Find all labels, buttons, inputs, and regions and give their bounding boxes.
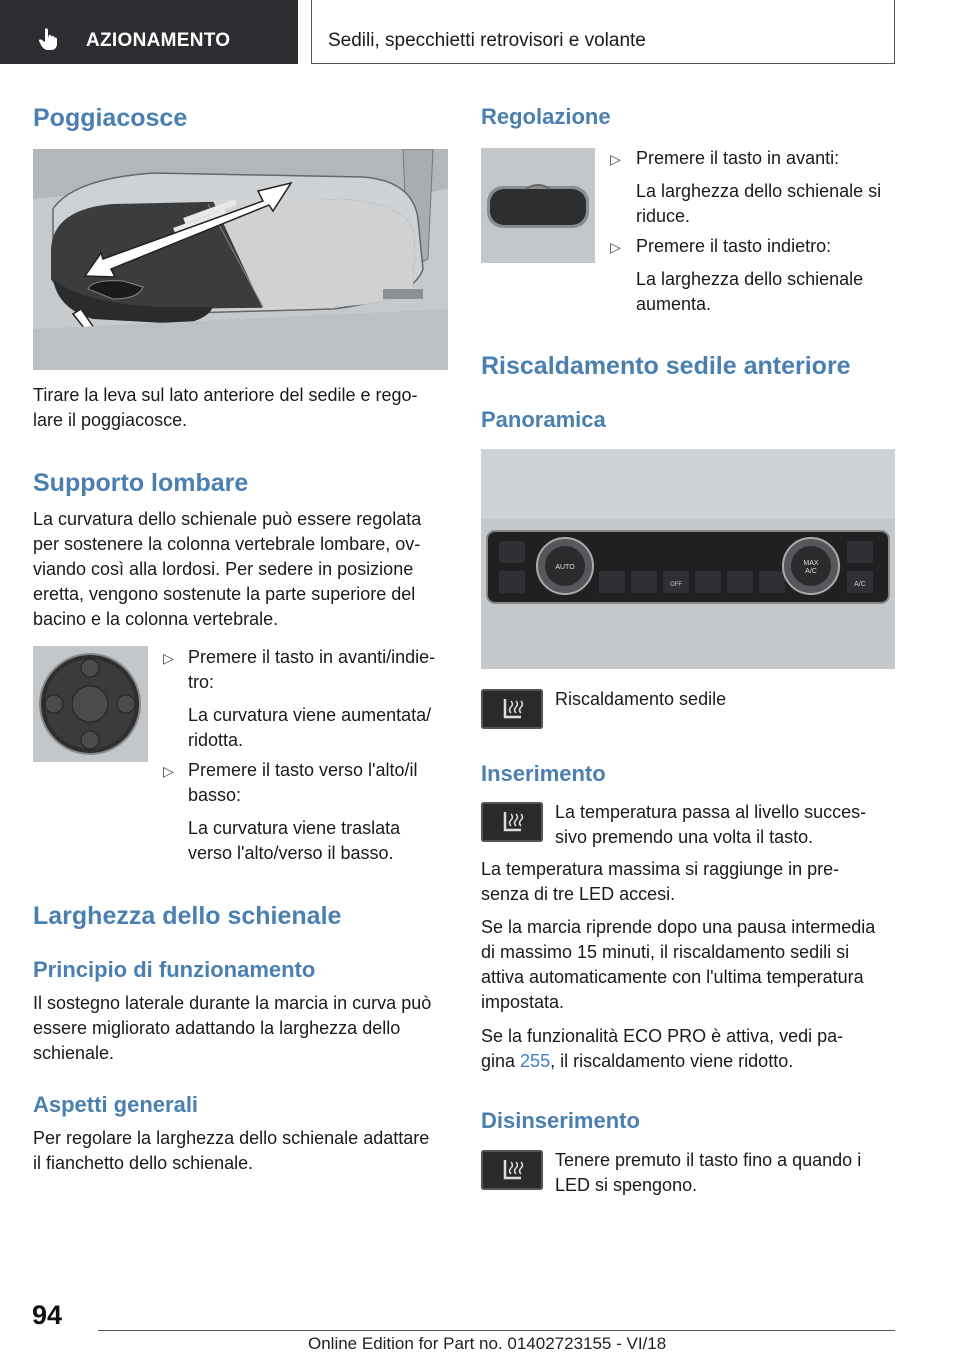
lombare-text — [33, 507, 453, 632]
text-line: La curvatura dello schienale può essere regolata — [33, 509, 422, 529]
inserimento-max-text — [481, 857, 901, 907]
text-fragment: gina — [481, 1051, 521, 1071]
auto-label: AUTO — [555, 564, 575, 571]
text-line: basso: — [188, 785, 242, 805]
section-title: AZIONAMENTO — [86, 30, 231, 51]
text-line: bacino e la colonna vertebrale. — [33, 609, 279, 629]
poggiacosce-text — [33, 383, 453, 433]
text-line: sivo premendo una volta il tasto. — [555, 827, 814, 847]
text-line: La curvatura viene aumentata/ — [188, 705, 432, 725]
text-fragment: , il riscaldamento viene ridotto. — [550, 1051, 794, 1071]
bullet-icon: ▷ — [163, 763, 174, 779]
seat-heating-icon — [481, 802, 543, 842]
text-line: Premere il tasto indietro: — [636, 236, 832, 256]
heading-panoramica: Panoramica — [481, 407, 606, 432]
text-line: Il sostegno laterale durante la marcia in curva può — [33, 993, 432, 1013]
bullet-icon: ▷ — [610, 239, 621, 255]
seat-heating-icon-glyph — [481, 802, 543, 842]
footer-divider — [98, 1330, 895, 1331]
width-button-illustration — [481, 148, 595, 263]
text-line: tro: — [188, 672, 215, 692]
hand-pointer-icon — [36, 26, 62, 52]
text-line: ridotta. — [188, 730, 244, 750]
seat-thigh-support-illustration — [33, 149, 448, 370]
footer-edition: Online Edition for Part no. 01402723155 - VI/18 — [308, 1334, 667, 1353]
bullet-icon: ▷ — [610, 151, 621, 167]
text-line: lare il poggiacosce. — [33, 410, 188, 430]
seat-heating-label: Riscaldamento sedile — [555, 689, 727, 709]
heading-inserimento: Inserimento — [481, 761, 606, 786]
chapter-title: Sedili, specchietti retrovisori e volante — [328, 30, 646, 51]
eco-pro-text — [481, 1024, 901, 1074]
text-line: per sostenere la colonna vertebrale lombare, ov- — [33, 534, 421, 554]
lumbar-button-illustration — [33, 646, 148, 762]
heading-larghezza-schienale: Larghezza dello schienale — [33, 902, 342, 930]
inserimento-text — [555, 800, 900, 850]
heading-regolazione: Regolazione — [481, 104, 611, 129]
text-line: La larghezza dello schienale si — [636, 181, 882, 201]
seat-heating-icon — [481, 689, 543, 729]
text-line: Se la funzionalità ECO PRO è attiva, vedi pa- — [481, 1026, 844, 1046]
page-link[interactable]: 255 — [520, 1051, 551, 1071]
bullet-icon: ▷ — [163, 650, 174, 666]
lombare-step-1 — [188, 645, 453, 753]
max-ac-label: A/C — [805, 568, 817, 575]
seat-heating-icon — [481, 1150, 543, 1190]
off-label: OFF — [670, 582, 682, 588]
text-line: attiva automaticamente con l'ultima temperatura — [481, 967, 864, 987]
lombare-step-2 — [188, 758, 453, 866]
text-line: senza di tre LED accesi. — [481, 884, 676, 904]
heading-riscaldamento: Riscaldamento sedile anteriore — [481, 352, 851, 380]
text-line: aumenta. — [636, 294, 712, 314]
text-line: La curvatura viene traslata — [188, 818, 401, 838]
ac-label: A/C — [854, 581, 866, 588]
text-line: eretta, vengono sostenute la parte superiore del — [33, 584, 416, 604]
max-label: MAX — [803, 560, 819, 567]
chapter-header — [311, 0, 895, 64]
seat-heating-icon-glyph — [481, 1150, 543, 1190]
text-line: Premere il tasto in avanti: — [636, 148, 840, 168]
text-line: La temperatura passa al livello succes- — [555, 802, 867, 822]
text-line: riduce. — [636, 206, 691, 226]
aspetti-text — [33, 1126, 453, 1176]
text-line: verso l'alto/verso il basso. — [188, 843, 394, 863]
text-line: LED si spengono. — [555, 1175, 698, 1195]
disinserimento-text — [555, 1148, 900, 1198]
page-number: 94 — [32, 1300, 63, 1330]
text-line: Tenere premuto il tasto fino a quando i — [555, 1150, 862, 1170]
text-line: schienale. — [33, 1043, 115, 1063]
text-line: viando così alla lordosi. Per sedere in posizione — [33, 559, 414, 579]
text-line: La larghezza dello schienale — [636, 269, 864, 289]
text-line: essere migliorato adattando la larghezza dello — [33, 1018, 401, 1038]
climate-control-panel-illustration — [481, 449, 895, 669]
regolazione-step-2 — [636, 234, 901, 317]
regolazione-step-1 — [636, 146, 901, 229]
text-line: impostata. — [481, 992, 565, 1012]
section-tab — [0, 0, 298, 64]
text-line: il fianchetto dello schienale. — [33, 1153, 254, 1173]
inserimento-resume-text — [481, 915, 901, 1015]
text-line: Premere il tasto in avanti/indie- — [188, 647, 436, 667]
text-line: Tirare la leva sul lato anteriore del sedile e rego- — [33, 385, 418, 405]
principio-text — [33, 991, 453, 1066]
text-line: Per regolare la larghezza dello schienale adattare — [33, 1128, 430, 1148]
text-line: La temperatura massima si raggiunge in pre- — [481, 859, 840, 879]
seat-heating-icon-glyph — [481, 689, 543, 729]
heading-poggiacosce: Poggiacosce — [33, 104, 188, 132]
text-line: Premere il tasto verso l'alto/il — [188, 760, 418, 780]
heading-aspetti-generali: Aspetti generali — [33, 1092, 199, 1117]
text-line — [481, 1049, 901, 1074]
text-line: di massimo 15 minuti, il riscaldamento sedili si — [481, 942, 850, 962]
text-line: Se la marcia riprende dopo una pausa intermedia — [481, 917, 876, 937]
heading-principio: Principio di funzionamento — [33, 957, 316, 982]
heading-disinserimento: Disinserimento — [481, 1108, 640, 1133]
heading-supporto-lombare: Supporto lombare — [33, 469, 249, 497]
